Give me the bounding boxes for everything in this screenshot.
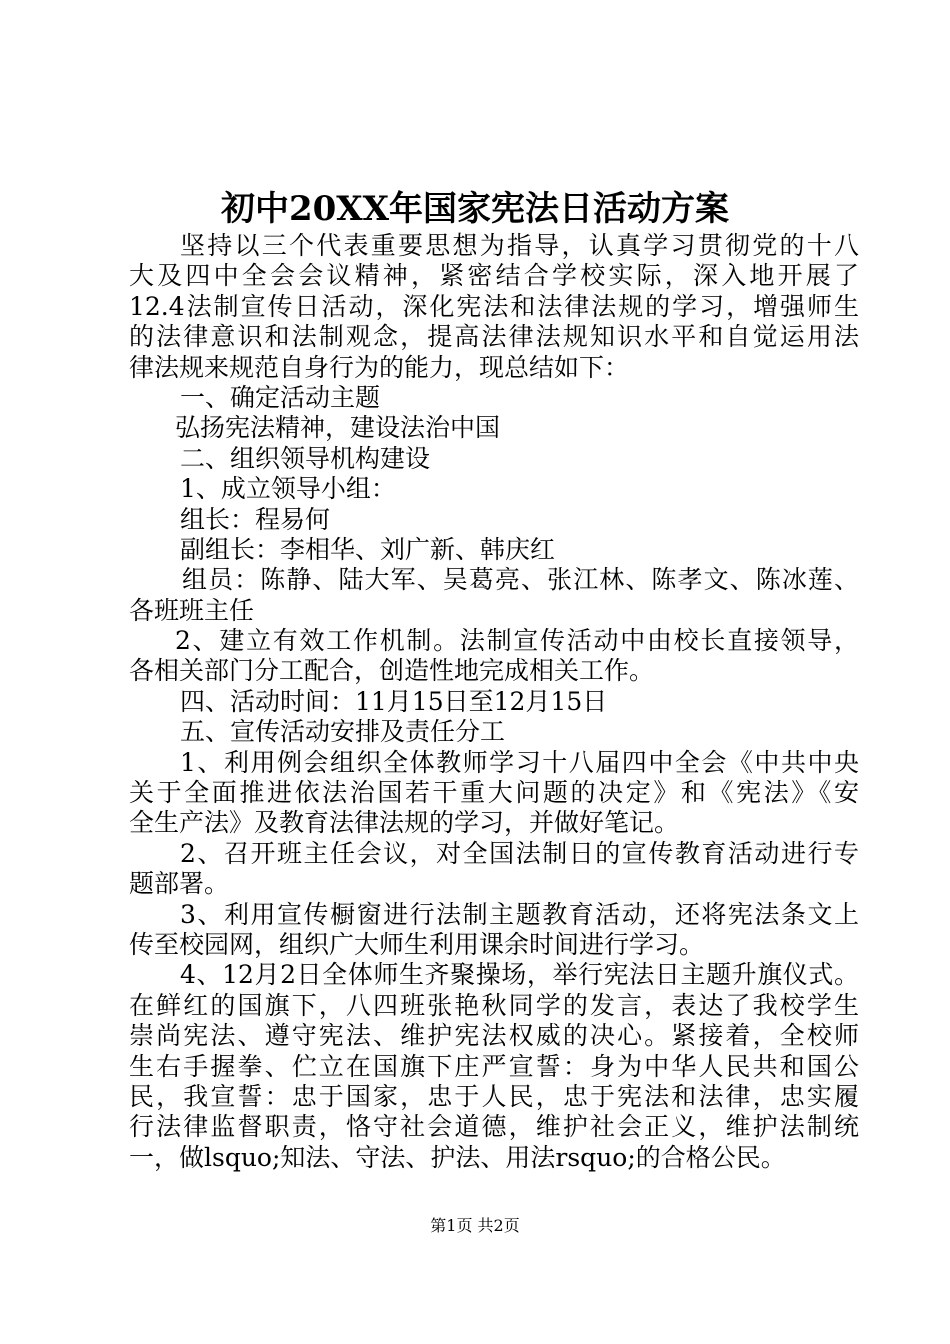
paragraph-line: 传至校园网，组织广大师生利用课余时间进行学习。 xyxy=(129,929,705,959)
paragraph-line: 弘扬宪法精神，建设法治中国 xyxy=(175,413,501,443)
paragraph-line: 行法律监督职责，恪守社会道德，维护社会正义，维护法制统 xyxy=(129,1112,859,1142)
paragraph-line: 各相关部门分工配合，创造性地完成相关工作。 xyxy=(129,656,655,686)
paragraph-line: 全生产法》及教育法律法规的学习，并做好笔记。 xyxy=(129,808,680,838)
paragraph-line: 崇尚宪法、遵守宪法、维护宪法权威的决心。紧接着，全校师 xyxy=(129,1021,859,1051)
paragraph-line: 各班班主任 xyxy=(129,595,255,625)
paragraph-line: 2、建立有效工作机制。法制宣传活动中由校长直接领导， xyxy=(175,626,859,656)
page-number-footer: 第1页 共2页 xyxy=(430,1216,520,1235)
paragraph-line: 的法律意识和法制观念，提高法律法规知识水平和自觉运用法 xyxy=(129,322,859,352)
paragraph-line: 生右手握拳、伫立在国旗下庄严宣誓：身为中华人民共和国公 xyxy=(129,1051,859,1081)
paragraph-line: 关于全面推进依法治国若干重大问题的决定》和《宪法》《安 xyxy=(129,778,859,808)
section-heading: 一、确定活动主题 xyxy=(180,382,381,412)
paragraph-line: 12.4法制宣传日活动，深化宪法和法律法规的学习，增强师生 xyxy=(129,291,859,321)
paragraph-line: 题部署。 xyxy=(129,869,230,899)
paragraph-line: 民，我宣誓：忠于国家，忠于人民，忠于宪法和法律，忠实履 xyxy=(129,1081,859,1111)
section-heading: 二、组织领导机构建设 xyxy=(180,443,431,473)
paragraph-line: 坚持以三个代表重要思想为指导，认真学习贯彻党的十八 xyxy=(180,231,859,260)
paragraph-line: 2、召开班主任会议，对全国法制日的宣传教育活动进行专 xyxy=(180,838,859,868)
paragraph-line: 1、成立领导小组： xyxy=(180,474,396,504)
paragraph-line: 3、利用宣传橱窗进行法制主题教育活动，还将宪法条文上 xyxy=(180,899,859,929)
section-heading: 五、宣传活动安排及责任分工 xyxy=(180,717,506,747)
section-heading: 四、活动时间：11月15日至12月15日 xyxy=(180,686,608,716)
paragraph-line: 副组长：李相华、刘广新、韩庆红 xyxy=(180,534,556,564)
document-body xyxy=(129,231,859,1173)
paragraph-line: 律法规来规范自身行为的能力，现总结如下： xyxy=(129,352,630,382)
paragraph-line: 大及四中全会会议精神，紧密结合学校实际，深入地开展了 xyxy=(129,261,859,291)
paragraph-line: 一，做lsquo;知法、守法、护法、用法rsquo;的合格公民。 xyxy=(129,1142,786,1172)
paragraph-line: 1、利用例会组织全体教师学习十八届四中全会《中共中央 xyxy=(180,747,859,777)
paragraph-line: 4、12月2日全体师生齐聚操场，举行宪法日主题升旗仪式。 xyxy=(180,960,859,990)
paragraph-line: 组长：程易何 xyxy=(180,504,331,534)
document-title: 初中20XX年国家宪法日活动方案 xyxy=(220,189,730,229)
paragraph-line: 组员：陈静、陆大军、吴葛亮、张江林、陈孝文、陈冰莲、 xyxy=(182,565,859,595)
paragraph-line: 在鲜红的国旗下，八四班张艳秋同学的发言，表达了我校学生 xyxy=(129,990,859,1020)
